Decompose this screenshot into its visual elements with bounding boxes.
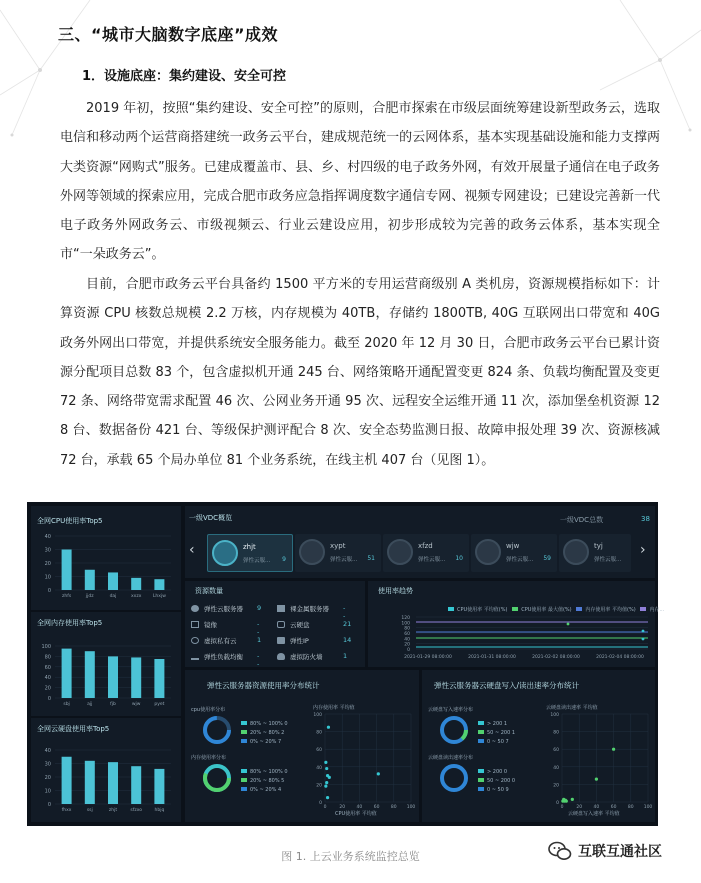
- resource-item: [277, 604, 346, 620]
- legend-label: 0 ~ 50 7: [487, 739, 509, 745]
- y-tick-label: 100: [313, 713, 322, 718]
- scatter-point: [612, 748, 615, 751]
- bar: [154, 579, 164, 590]
- vdc-card[interactable]: [559, 534, 631, 572]
- legend-label: 20% ~ 80% 2: [250, 730, 285, 736]
- vdc-card-count: 10: [455, 555, 463, 562]
- bar: [131, 657, 141, 698]
- x-tick-label: zhfs: [62, 594, 72, 599]
- x-tick-label: 40: [593, 805, 600, 810]
- y-tick-label: 40: [316, 765, 322, 771]
- legend-label: 50 ~ 200 0: [487, 778, 516, 784]
- x-tick-label: ssj: [86, 808, 93, 813]
- building-icon: [563, 539, 589, 565]
- resource-item: [191, 620, 260, 636]
- bar: [85, 570, 95, 590]
- legend-label: 50 ~ 200 1: [487, 730, 516, 736]
- x-tick-label: 0: [560, 805, 564, 810]
- usage-trend-chart: [368, 581, 655, 667]
- legend-label: 20% ~ 80% 5: [250, 778, 285, 784]
- y-tick-label: 0: [407, 648, 410, 653]
- scatter-point: [324, 785, 327, 788]
- resource-label: 弹性云服务器: [204, 605, 243, 613]
- bar: [154, 659, 164, 698]
- resource-value: --: [257, 652, 260, 668]
- section-heading: 三、“城市大脑数字底座”成效: [58, 25, 279, 44]
- resource-label: 弹性IP: [290, 637, 309, 645]
- read-distribution-label: 云硬盘读出速率分布: [428, 755, 474, 761]
- resource-label: 虚拟防火墙: [290, 653, 323, 661]
- resource-label: 云硬盘: [290, 621, 310, 629]
- scatter-point: [571, 798, 574, 801]
- usage-trend-panel: [368, 581, 665, 667]
- y-tick-label: 80: [44, 654, 51, 661]
- vdc-card-sub: 弹性云服...: [243, 558, 271, 564]
- y-tick-label: 40: [553, 765, 559, 771]
- vdc-card-sub: 弹性云服...: [330, 557, 358, 563]
- x-tick-label: fhxx: [61, 808, 72, 813]
- vdc-prev-button[interactable]: ‹: [189, 542, 195, 558]
- y-tick-label: 40: [44, 534, 51, 540]
- y-tick-label: 80: [553, 730, 559, 736]
- vdc-total-value: 38: [641, 515, 650, 523]
- y-tick-label: 0: [556, 801, 559, 806]
- x-tick-label: 2021-01-29 08:00:00: [404, 655, 452, 660]
- y-tick-label: 100: [550, 713, 559, 718]
- resource-value: 9: [257, 604, 262, 612]
- bar: [85, 651, 95, 698]
- x-tick-label: pyet: [154, 702, 165, 707]
- resource-label: 镜像: [204, 621, 217, 629]
- resource-item: [191, 652, 260, 668]
- scatter-point: [325, 781, 328, 784]
- vdc-card[interactable]: [295, 534, 381, 572]
- vdc-card-name: xfzd: [418, 542, 433, 550]
- vdc-overview-panel: [185, 506, 655, 578]
- x-tick-label: hbjq: [154, 808, 165, 813]
- bar: [62, 649, 72, 698]
- y-tick-label: 0: [47, 802, 51, 808]
- y-tick-label: 20: [44, 775, 51, 781]
- vdc-card-name: zhjt: [243, 543, 256, 551]
- server-icon: [191, 605, 199, 612]
- disk-icon: [277, 621, 285, 628]
- bar: [108, 572, 118, 590]
- resource-item: [191, 604, 262, 613]
- resource-value: --: [257, 620, 260, 636]
- disk-rate-scatter: [422, 670, 655, 822]
- bar: [108, 762, 118, 804]
- memory-top5-title: 全网内存使用率Top5: [37, 619, 103, 627]
- cpu-distribution-label: cpu使用率分布: [191, 707, 226, 713]
- y-tick-label: 40: [44, 748, 51, 754]
- data-point: [642, 638, 645, 641]
- legend-label: CPU使用率 最大值(%): [521, 607, 572, 613]
- usage-trend-title: 使用率趋势: [378, 587, 413, 595]
- x-tick-label: 80: [627, 805, 634, 810]
- legend-label: 0% ~ 20% 4: [250, 787, 282, 793]
- y-tick-label: 80: [404, 626, 410, 632]
- load-balancer-icon: [191, 653, 199, 660]
- y-tick-label: 60: [316, 748, 322, 754]
- paragraph-2: 目前，合肥市政务云平台具备约 1500 平方米的专用运营商级别 A 类机房，资源规模指标如下：计算资源 CPU 核数总规模 2.2 万核，内存规模为 40TB，存储约 1800TB, 40G 互联网出口带宽和 40G 政务外网出口带宽，并提供系统安全服务能力。截至 2020 年 12 月 30 日，合肥市政务云平台已累计资源分配项目总数 83 个，包含虚拟机开通 245 台、网络策略开通配置变更 824 条、负载均衡配置及变更 72 条、网络带宽需求配置 46 次、公网业务开通 95 次、远程安全运维开通 11 次，添加堡垒机资源 128 台、数据备份 421 台、等级保护测评配合 8 次、安全态势监测日报、故障申报处理 39 次、资源核减 72 台，承载 65 个局办单位 81 个业务系统，在线主机 407 台（见图 1）。: [60, 277, 660, 468]
- y-tick-label: 60: [404, 632, 410, 637]
- disk-top5-title: 全网云硬盘使用率Top5: [37, 725, 110, 733]
- x-tick-label: 40: [356, 805, 363, 810]
- y-tick-label: 20: [44, 685, 51, 692]
- scatter-point: [325, 767, 328, 770]
- vdc-next-button[interactable]: ›: [640, 542, 646, 558]
- scatter-point: [565, 800, 568, 803]
- x-tick-label: wjw: [131, 702, 141, 707]
- disk-top5-panel: [31, 718, 181, 822]
- scatter-y-label: 云硬盘读出速率 平均值: [546, 705, 598, 711]
- resource-value: 14: [343, 636, 352, 644]
- bar: [154, 769, 164, 804]
- legend-label: CPU使用率 平均值(%): [457, 607, 508, 613]
- data-point: [567, 623, 570, 626]
- x-tick-label: 20: [576, 805, 583, 810]
- resource-value: 21: [343, 620, 352, 628]
- brand-watermark: [548, 841, 662, 861]
- x-tick-label: 2021-01-31 08:00:00: [468, 655, 516, 660]
- x-tick-label: ajj: [87, 702, 93, 707]
- y-tick-label: 30: [44, 547, 51, 554]
- y-tick-label: 0: [47, 588, 51, 594]
- legend-label: 内存...: [649, 607, 665, 613]
- y-tick-label: 30: [44, 761, 51, 768]
- resource-item: [277, 620, 352, 629]
- legend-label: 80% ~ 100% 0: [250, 769, 288, 775]
- y-tick-label: 80: [316, 730, 322, 736]
- y-tick-label: 20: [316, 783, 322, 789]
- y-tick-label: 40: [44, 675, 51, 682]
- legend-label: 0% ~ 20% 7: [250, 739, 282, 745]
- figure-caption: 图 1. 上云业务系统监控总览: [281, 850, 420, 863]
- building-icon: [212, 540, 238, 566]
- y-tick-label: 100: [41, 644, 51, 650]
- bare-metal-icon: [277, 605, 285, 612]
- resource-count-panel: [185, 581, 365, 667]
- x-tick-label: zhjt: [108, 808, 118, 813]
- y-tick-label: 100: [401, 621, 410, 627]
- ip-icon: [277, 637, 285, 644]
- scatter-point: [324, 761, 327, 764]
- resource-label: 虚拟私有云: [204, 637, 237, 645]
- x-tick-label: 60: [373, 805, 380, 810]
- bar: [62, 550, 72, 591]
- memory-top5-panel: [31, 612, 181, 716]
- bar: [85, 761, 95, 804]
- vdc-card[interactable]: [207, 534, 293, 572]
- firewall-icon: [277, 653, 285, 660]
- y-tick-label: 10: [44, 788, 51, 795]
- x-tick-label: 0: [323, 805, 327, 810]
- vdc-card-name: wjw: [506, 542, 520, 550]
- vdc-card-count: 9: [282, 556, 286, 563]
- x-tick-label: 80: [390, 805, 397, 810]
- x-tick-label: 2021-02-04 08:00:00: [596, 655, 644, 660]
- resource-value: --: [343, 604, 346, 620]
- image-icon: [191, 621, 199, 628]
- resource-item: [277, 636, 352, 645]
- scatter-y-label: 内存使用率 平均值: [313, 705, 355, 711]
- resource-item: [191, 636, 262, 645]
- resource-label: 裸金属服务器: [290, 605, 329, 613]
- memory-distribution-label: 内存使用率分布: [191, 755, 227, 761]
- scatter-point: [326, 796, 329, 799]
- x-tick-label: Lhxjw: [152, 594, 166, 599]
- vdc-overview-title: 一级VDC概览: [189, 514, 233, 522]
- x-tick-label: jjdz: [85, 594, 94, 599]
- paragraph-1: 2019 年初，按照“集约建设、安全可控”的原则，合肥市探索在市级层面统筹建设新型政务云，选取电信和移动两个运营商搭建统一政务云平台，建成规范统一的云网体系，基本实现基础设施和能力支撑两大类资源“网购式”服务。已建成覆盖市、县、乡、村四级的电子政务外网，有效开展量子通信在电子政务外网等领域的探索应用，完成合肥市政务应急指挥调度数字通信专网、视频专网建设；已建设完善新一代电子政务外网政务云、市级视频云、行业云建设应用，初步形成较为完善的政务云体系，基本实现全市“一朵政务云”。: [60, 101, 660, 263]
- cpu-top5-title: 全网CPU使用率Top5: [37, 517, 103, 525]
- bar: [131, 766, 141, 804]
- vdc-card-count: 51: [367, 555, 375, 562]
- cpu-top5-panel: [31, 506, 181, 610]
- vdc-card[interactable]: [471, 534, 557, 572]
- x-tick-label: 2021-02-02 08:00:00: [532, 655, 580, 660]
- disk-rate-distribution-panel: [422, 670, 655, 822]
- server-usage-scatter: [185, 670, 419, 822]
- memory-top5-chart: [31, 612, 181, 716]
- y-tick-label: 120: [401, 616, 410, 621]
- legend-label: 内存使用率 平均值(%): [585, 607, 636, 613]
- bar: [108, 656, 118, 698]
- resource-count-title: 资源数量: [195, 587, 223, 595]
- resource-item: [277, 652, 348, 661]
- brand-name: 互联互通社区: [578, 844, 662, 860]
- scatter-point: [328, 776, 331, 779]
- y-tick-label: 60: [553, 748, 559, 754]
- vdc-total-label: 一级VDC总数: [560, 516, 604, 524]
- resource-value: 1: [343, 652, 348, 660]
- bar: [62, 757, 72, 804]
- vdc-card-sub: 弹性云服...: [594, 557, 622, 563]
- vdc-card[interactable]: [383, 534, 469, 572]
- building-icon: [387, 539, 413, 565]
- scatter-point: [377, 772, 380, 775]
- disk-top5-chart: [31, 718, 181, 822]
- x-tick-label: sbj: [63, 702, 70, 707]
- building-icon: [475, 539, 501, 565]
- subsection-heading: 1．设施底座：集约建设、安全可控: [82, 69, 287, 84]
- cpu-top5-chart: [31, 506, 181, 610]
- legend-label: 80% ~ 100% 0: [250, 721, 288, 727]
- disk-rate-distribution-title: 弹性云服务器云硬盘写入/读出速率分布统计: [434, 681, 580, 690]
- vpc-icon: [191, 637, 199, 644]
- y-tick-label: 20: [404, 642, 410, 648]
- vdc-card-name: xypt: [330, 542, 346, 550]
- x-tick-label: fjb: [110, 702, 116, 707]
- y-tick-label: 0: [319, 801, 322, 806]
- resource-value: 1: [257, 636, 262, 644]
- legend-label: 0 ~ 50 9: [487, 787, 509, 793]
- x-tick-label: 20: [339, 805, 346, 810]
- x-tick-label: 60: [610, 805, 617, 810]
- server-usage-distribution-panel: [185, 670, 419, 822]
- wechat-icon: [548, 841, 572, 861]
- y-tick-label: 20: [44, 561, 51, 567]
- dashboard-screenshot: [27, 502, 665, 826]
- y-tick-label: 60: [44, 664, 51, 671]
- x-tick-label: xxzx: [131, 594, 142, 599]
- legend-label: > 200 0: [487, 769, 508, 775]
- x-tick-label: 100: [406, 805, 416, 810]
- y-tick-label: 0: [47, 696, 51, 702]
- vdc-card-sub: 弹性云服...: [418, 557, 446, 563]
- x-tick-label: sfzxo: [130, 808, 142, 813]
- vdc-card-name: tyj: [594, 542, 603, 550]
- vdc-card-count: 59: [543, 555, 551, 562]
- scatter-point: [327, 726, 330, 729]
- x-tick-label: daj: [109, 594, 117, 599]
- y-tick-label: 10: [44, 574, 51, 581]
- y-tick-label: 20: [553, 783, 559, 789]
- scatter-point: [595, 778, 598, 781]
- server-usage-distribution-title: 弹性云服务器资源使用率分布统计: [207, 681, 320, 690]
- scatter-x-label: 云硬盘写入速率 平均值: [568, 811, 620, 817]
- scatter-x-label: CPU使用率 平均值: [335, 811, 377, 817]
- x-tick-label: 100: [643, 805, 653, 810]
- bar: [131, 578, 141, 590]
- data-point: [642, 630, 645, 633]
- resource-label: 弹性负载均衡: [204, 653, 243, 661]
- building-icon: [299, 539, 325, 565]
- vdc-card-sub: 弹性云服...: [506, 557, 534, 563]
- legend-label: > 200 1: [487, 721, 508, 727]
- write-distribution-label: 云硬盘写入速率分布: [428, 707, 474, 713]
- y-tick-label: 40: [404, 637, 410, 643]
